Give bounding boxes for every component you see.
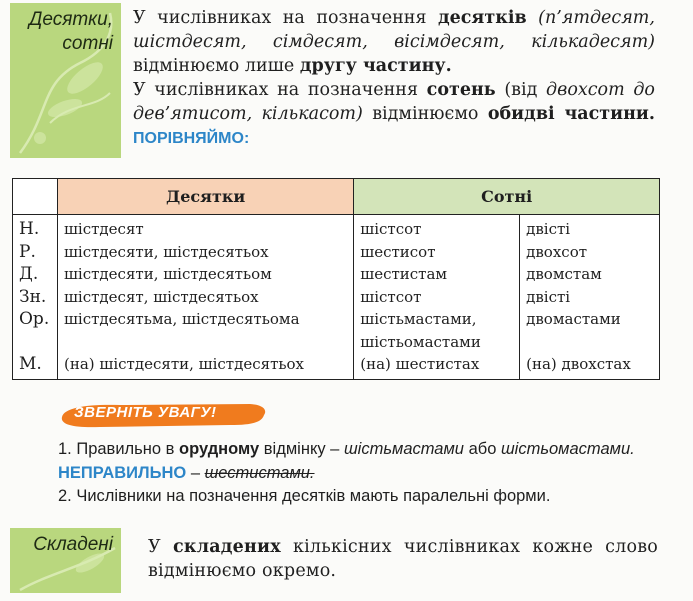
rule-text: У числівниках на позначення [133, 8, 427, 28]
rule-paragraph [133, 6, 655, 151]
tens-column [57, 215, 353, 380]
hundreds-form: двісті [526, 287, 571, 306]
hundreds-form: шестистам [360, 265, 448, 283]
note-text: або [468, 440, 497, 458]
sidebar-topic-compound [10, 528, 121, 593]
rule-emphasis: сотень [426, 80, 496, 100]
note-text: – [190, 463, 200, 482]
case-label: Р. [19, 241, 36, 262]
hundreds-form: шістьмастами, [360, 310, 477, 328]
rule-text: У числівниках на позначення [133, 80, 419, 100]
rule-emphasis: десятків [437, 8, 527, 28]
tens-form: шістдесят, шістдесятьох [63, 287, 259, 306]
note-example: шістьмастами [343, 440, 464, 458]
note-item [58, 438, 663, 485]
tens-form: (на) шістдесяти, шістдесятьох [63, 355, 305, 373]
hundreds-form: двісті [526, 220, 571, 238]
tens-form: шістдесят [63, 220, 144, 238]
note-wrong-label: НЕПРАВИЛЬНО [58, 463, 187, 482]
rule-text: кількісних числівниках кожне слово відмінюємо окремо. [148, 537, 659, 581]
rule-emphasis: другу частину. [299, 56, 452, 76]
sidebar-topic-tens-hundreds [10, 3, 121, 158]
hundreds-form: шестисот [360, 242, 436, 261]
case-column [13, 215, 58, 380]
tens-form [64, 331, 347, 354]
case-label [19, 331, 51, 354]
hundreds-form [526, 331, 653, 354]
sidebar-term-line1: Десятки, [28, 9, 113, 30]
case-label: М. [19, 354, 42, 374]
hundreds-form: шістьомастами [360, 332, 481, 351]
compare-label: ПОРІВНЯЙМО: [133, 130, 250, 147]
tens-form: шістдесяти, шістдесятьох [63, 242, 269, 261]
rule-emphasis: обидві частини. [487, 104, 655, 124]
notes-list [58, 438, 663, 509]
table-row [13, 215, 660, 380]
sidebar-term-line2: сотні [62, 33, 113, 54]
attention-badge [60, 401, 268, 429]
tens-form: шістдесятьма, шістдесятьома [63, 310, 300, 328]
case-label: Н. [19, 219, 40, 239]
two-hundred-column [520, 215, 660, 380]
declension-table [12, 178, 660, 380]
hundreds-form: шістсот [360, 287, 422, 306]
header-tens: Десятки [57, 179, 353, 215]
note-text: 1. Правильно в [58, 440, 175, 458]
hundreds-form: (на) шестистах [360, 355, 480, 373]
rule-text: відмінюємо [372, 104, 479, 124]
rule-text: (від [504, 80, 538, 100]
rule-examples: двохсот до дев’ятисот, кількасот) [133, 80, 655, 124]
note-wrong-example: шестистами. [204, 463, 315, 482]
hundreds-form: двомстам [526, 265, 602, 283]
attention-label: ЗВЕРНІТЬ УВАГУ! [74, 404, 217, 421]
sidebar-term-line1: Складені [33, 534, 113, 555]
rule-text: відмінюємо лише [133, 56, 295, 76]
case-label: Зн. [19, 286, 47, 307]
case-label: Д. [19, 264, 39, 284]
rule-emphasis: складених [173, 537, 281, 557]
note-text: відмінку – [263, 440, 340, 458]
note-item: 2. Числівники на позначення десятків мають паралельні форми. [58, 487, 551, 505]
rule-paragraph [148, 535, 658, 583]
note-emphasis: орудному [179, 440, 260, 458]
table-header-row [13, 179, 660, 215]
header-case [13, 179, 58, 215]
rule-examples: (п’ятдесят, шістдесят, сімдесят, вісімдесят, кількадесят) [133, 8, 655, 52]
hundreds-form: шістсот [360, 220, 422, 238]
rule-text: У [148, 537, 161, 557]
header-hundreds: Сотні [354, 179, 660, 215]
hundreds-form: двомастами [526, 310, 621, 328]
six-hundred-column [354, 215, 520, 380]
note-example: шістьомастами. [500, 440, 635, 458]
tens-form: шістдесяти, шістдесятьом [63, 265, 272, 283]
case-label: Ор. [19, 309, 50, 329]
hundreds-form: двохсот [526, 242, 588, 261]
hundreds-form: (на) двохстах [526, 355, 631, 373]
